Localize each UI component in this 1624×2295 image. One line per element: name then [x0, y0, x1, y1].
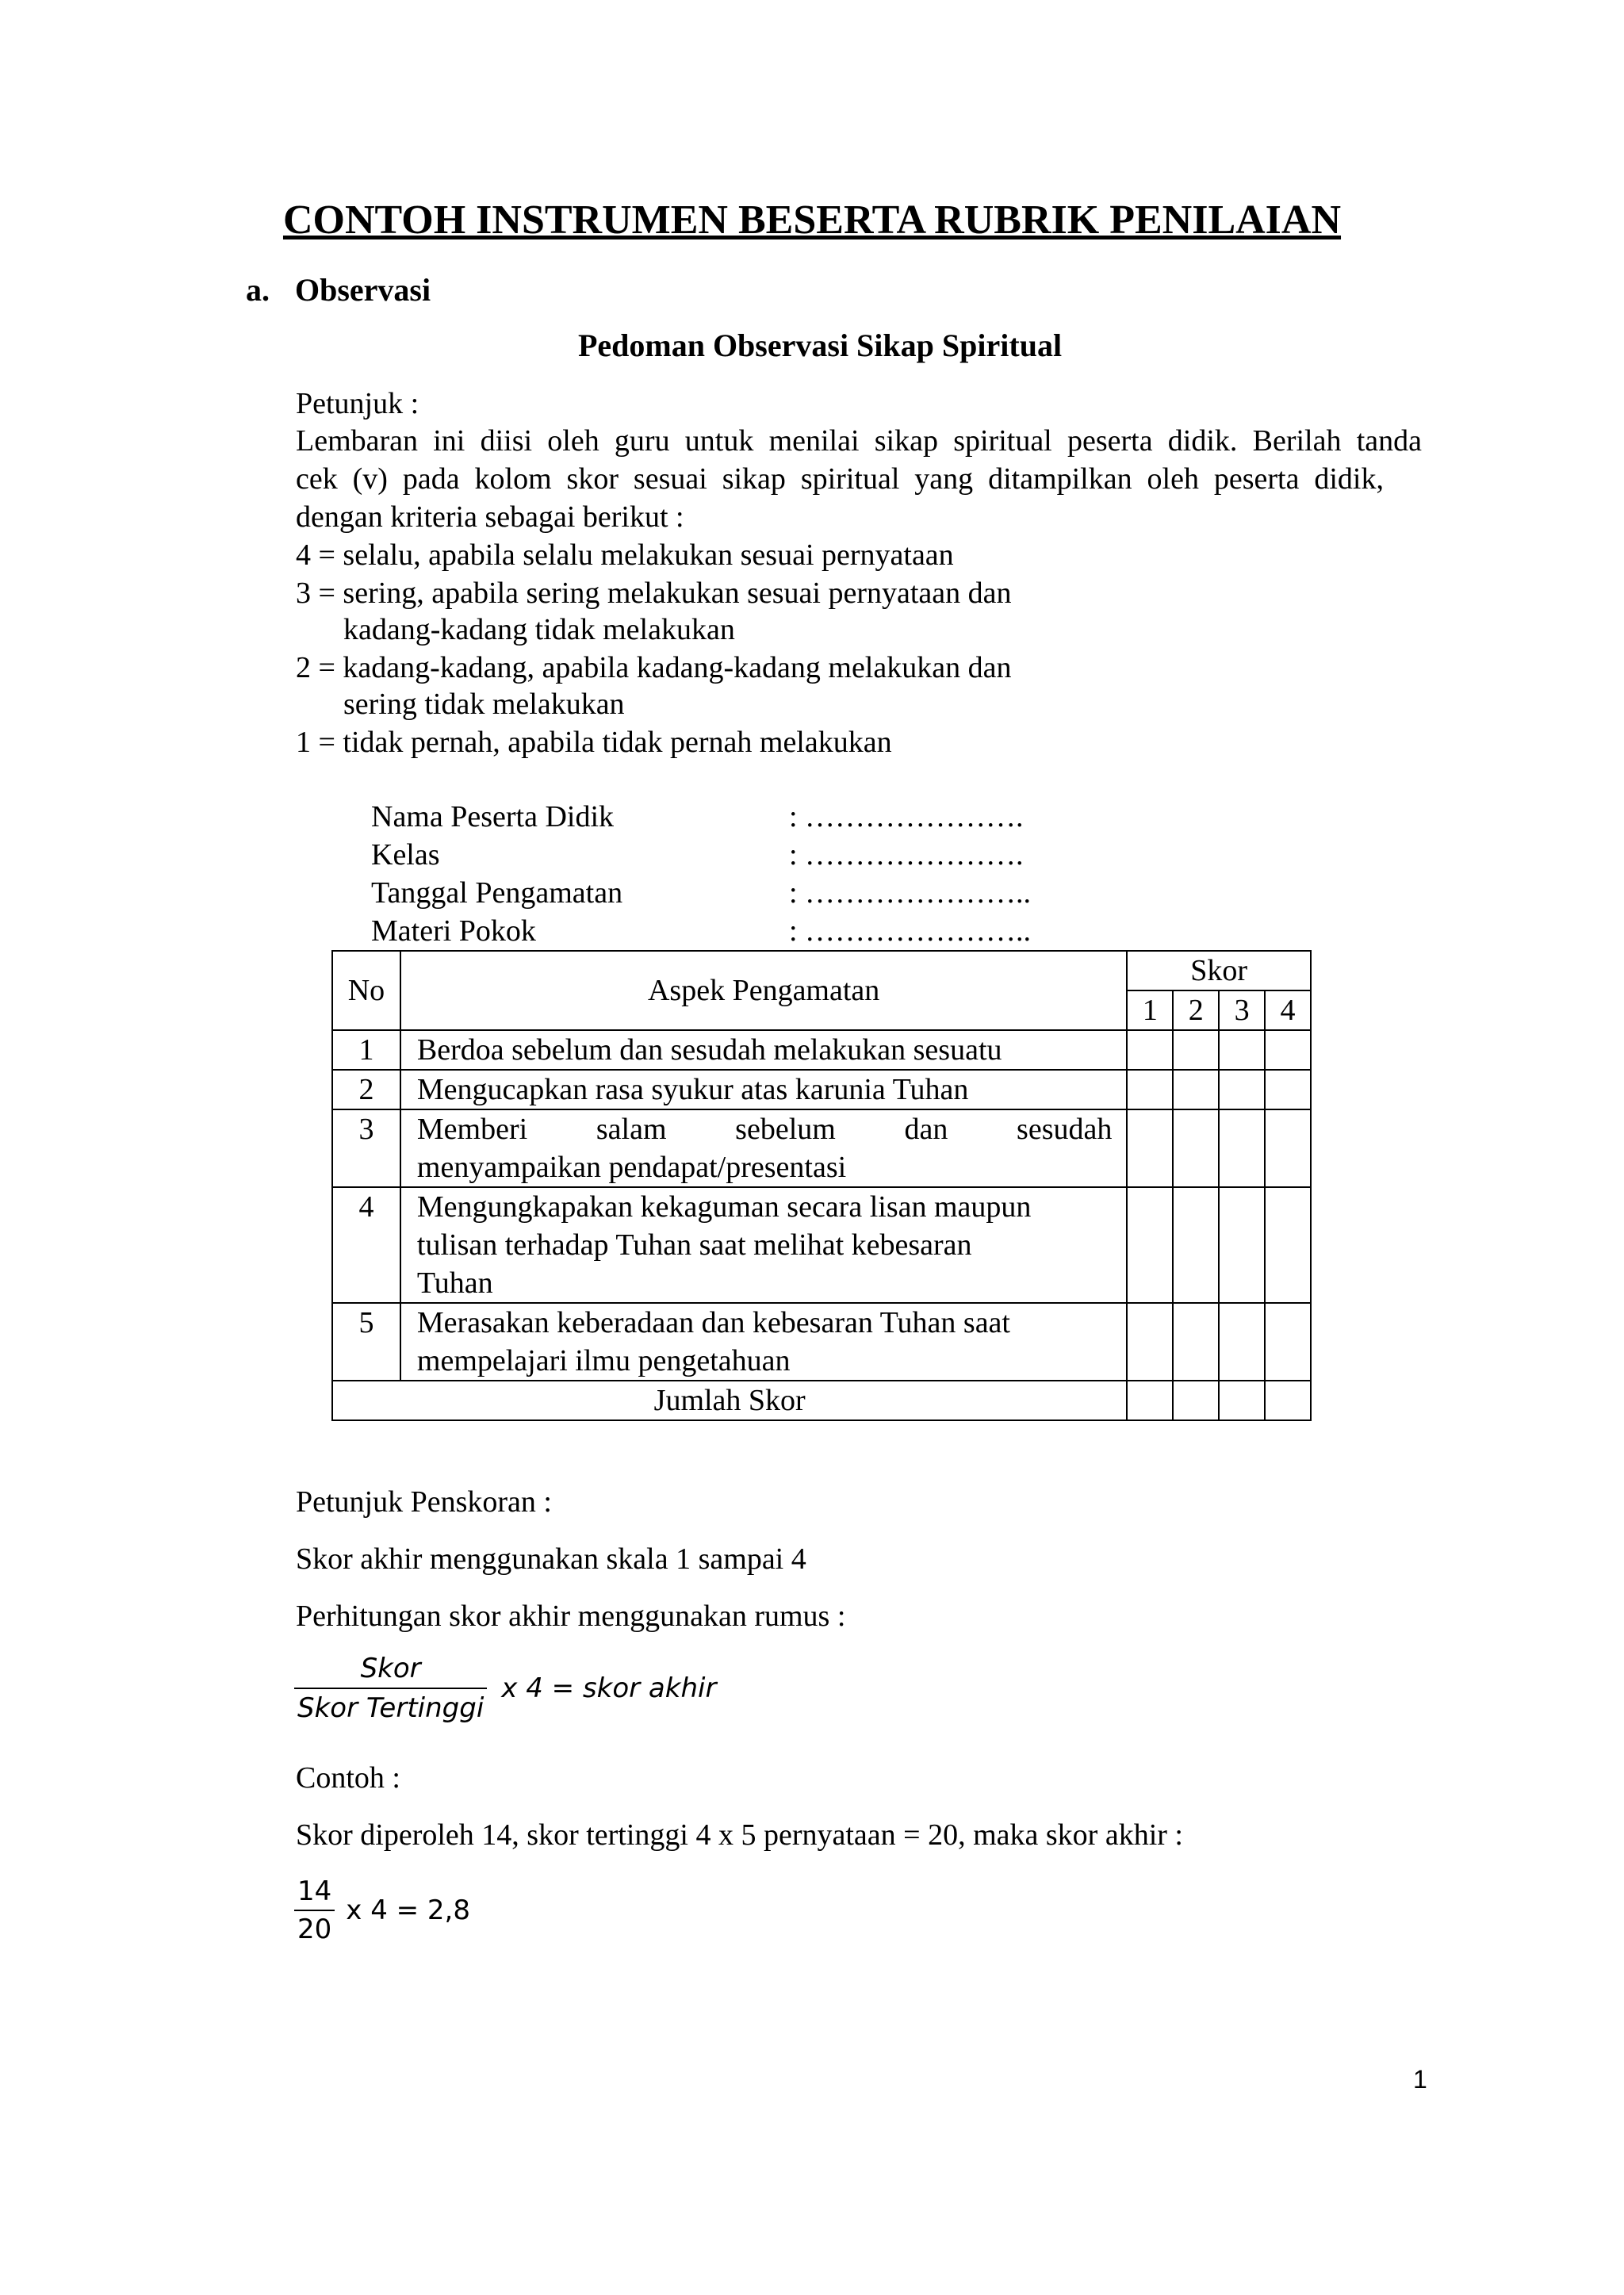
- table-row: [332, 1187, 1311, 1303]
- observation-table: [331, 950, 1312, 1421]
- info-label-tanggal: Tanggal Pengamatan: [371, 876, 623, 910]
- document-title: CONTOH INSTRUMEN BESERTA RUBRIK PENILAIAN: [282, 197, 1342, 243]
- formula-numerator: Skor: [294, 1649, 487, 1689]
- score-cell[interactable]: [1265, 1303, 1311, 1381]
- scoring-heading: Petunjuk Penskoran :: [296, 1485, 552, 1519]
- score-cell[interactable]: [1173, 1109, 1219, 1187]
- score-cell[interactable]: [1265, 1187, 1311, 1303]
- row-no: 1: [332, 1030, 400, 1070]
- table-footer-jumlah: Jumlah Skor: [332, 1381, 1127, 1420]
- score-cell[interactable]: [1219, 1030, 1265, 1070]
- row-aspek-line: Merasakan keberadaan dan kebesaran Tuhan saat: [416, 1306, 1010, 1339]
- row-aspek-line: Berdoa sebelum dan sesudah melakukan sesuatu: [416, 1033, 1002, 1067]
- petunjuk-heading: Petunjuk :: [296, 387, 419, 420]
- example-text: Skor diperoleh 14, skor tertinggi 4 x 5 pernyataan = 20, maka skor akhir :: [296, 1818, 1183, 1852]
- row-aspek: [400, 1030, 1127, 1070]
- table-row: [332, 1303, 1311, 1381]
- row-aspek-line: mempelajari ilmu pengetahuan: [416, 1344, 791, 1377]
- page-number: 1: [1413, 2065, 1427, 2094]
- info-label-nama: Nama Peserta Didik: [371, 800, 615, 833]
- row-aspek: [400, 1070, 1127, 1109]
- row-no: 5: [332, 1303, 400, 1381]
- score-cell[interactable]: [1127, 1187, 1173, 1303]
- table-footer-row: [332, 1381, 1311, 1420]
- form-subtitle: Pedoman Observasi Sikap Spiritual: [577, 328, 1063, 363]
- petunjuk-intro-line-3: dengan kriteria sebagai berikut :: [296, 500, 684, 534]
- example-rest: x 4 = 2,8: [346, 1895, 471, 1926]
- score-cell[interactable]: [1173, 1187, 1219, 1303]
- section-heading: [246, 271, 431, 308]
- row-aspek-line: Memberi salam sebelum dan sesudah: [416, 1113, 1113, 1146]
- scoring-formula: [294, 1649, 716, 1727]
- table-row: [332, 1109, 1311, 1187]
- petunjuk-intro-line-2: cek (v) pada kolom skor sesuai sikap spiritual yang ditampilkan oleh peserta didik,: [296, 462, 1384, 496]
- score-cell[interactable]: [1173, 1303, 1219, 1381]
- info-value-tanggal: : …………………..: [789, 876, 1032, 910]
- criteria-3: 3 = sering, apabila sering melakukan sesuai pernyataan dan: [296, 577, 1012, 610]
- score-cell[interactable]: [1265, 1070, 1311, 1109]
- total-cell[interactable]: [1265, 1381, 1311, 1420]
- score-cell[interactable]: [1219, 1303, 1265, 1381]
- scoring-scale: Skor akhir menggunakan skala 1 sampai 4: [296, 1542, 806, 1576]
- formula-fraction: [294, 1649, 487, 1727]
- total-cell[interactable]: [1173, 1381, 1219, 1420]
- example-formula: [294, 1873, 470, 1948]
- petunjuk-intro-line-1: Lembaran ini diisi oleh guru untuk menilai sikap spiritual peserta didik. Berilah tanda: [296, 424, 1422, 458]
- table-header-no: No: [332, 951, 400, 1030]
- criteria-2-cont: sering tidak melakukan: [343, 688, 625, 721]
- info-value-kelas: : ………………….: [789, 838, 1024, 872]
- score-cell[interactable]: [1127, 1109, 1173, 1187]
- score-cell[interactable]: [1219, 1187, 1265, 1303]
- table-row: [332, 1030, 1311, 1070]
- info-value-materi: : …………………..: [789, 914, 1032, 948]
- example-denominator: 20: [297, 1914, 332, 1945]
- section-label: a.: [246, 272, 270, 308]
- formula-rest: x 4 = skor akhir: [501, 1672, 717, 1704]
- score-cell[interactable]: [1127, 1070, 1173, 1109]
- row-aspek: [400, 1303, 1127, 1381]
- criteria-1: 1 = tidak pernah, apabila tidak pernah melakukan: [296, 726, 892, 759]
- info-label-kelas: Kelas: [371, 838, 440, 872]
- table-header-skor: Skor: [1127, 951, 1311, 990]
- score-cell[interactable]: [1219, 1070, 1265, 1109]
- total-cell[interactable]: [1219, 1381, 1265, 1420]
- row-no: 3: [332, 1109, 400, 1187]
- score-cell[interactable]: [1265, 1030, 1311, 1070]
- row-aspek: [400, 1187, 1127, 1303]
- score-cell[interactable]: [1127, 1303, 1173, 1381]
- scoring-formula-intro: Perhitungan skor akhir menggunakan rumus :: [296, 1600, 846, 1633]
- criteria-2: 2 = kadang-kadang, apabila kadang-kadang melakukan dan: [296, 651, 1012, 684]
- row-no: 4: [332, 1187, 400, 1303]
- table-header-aspek: Aspek Pengamatan: [400, 951, 1127, 1030]
- example-fraction: [294, 1873, 335, 1948]
- skor-col-2: 2: [1173, 990, 1219, 1030]
- score-cell[interactable]: [1219, 1109, 1265, 1187]
- row-aspek-line: Mengucapkan rasa syukur atas karunia Tuhan: [416, 1073, 969, 1106]
- score-cell[interactable]: [1173, 1070, 1219, 1109]
- score-cell[interactable]: [1173, 1030, 1219, 1070]
- row-aspek-line: menyampaikan pendapat/presentasi: [416, 1151, 847, 1184]
- criteria-3-cont: kadang-kadang tidak melakukan: [343, 613, 735, 646]
- score-cell[interactable]: [1265, 1109, 1311, 1187]
- row-aspek-line: tulisan terhadap Tuhan saat melihat kebesaran: [416, 1228, 972, 1262]
- row-aspek-line: Tuhan: [416, 1266, 493, 1300]
- skor-col-4: 4: [1265, 990, 1311, 1030]
- example-numerator: 14: [294, 1873, 335, 1911]
- section-title: Observasi: [295, 272, 431, 308]
- info-value-nama: : ………………….: [789, 800, 1024, 833]
- formula-denominator: Skor Tertinggi: [297, 1692, 485, 1724]
- criteria-4: 4 = selalu, apabila selalu melakukan sesuai pernyataan: [296, 538, 954, 572]
- skor-col-1: 1: [1127, 990, 1173, 1030]
- info-label-materi: Materi Pokok: [371, 914, 536, 948]
- skor-col-3: 3: [1219, 990, 1265, 1030]
- row-no: 2: [332, 1070, 400, 1109]
- score-cell[interactable]: [1127, 1030, 1173, 1070]
- table-row: [332, 1070, 1311, 1109]
- row-aspek: [400, 1109, 1127, 1187]
- example-heading: Contoh :: [296, 1761, 400, 1795]
- total-cell[interactable]: [1127, 1381, 1173, 1420]
- row-aspek-line: Mengungkapakan kekaguman secara lisan maupun: [416, 1190, 1032, 1224]
